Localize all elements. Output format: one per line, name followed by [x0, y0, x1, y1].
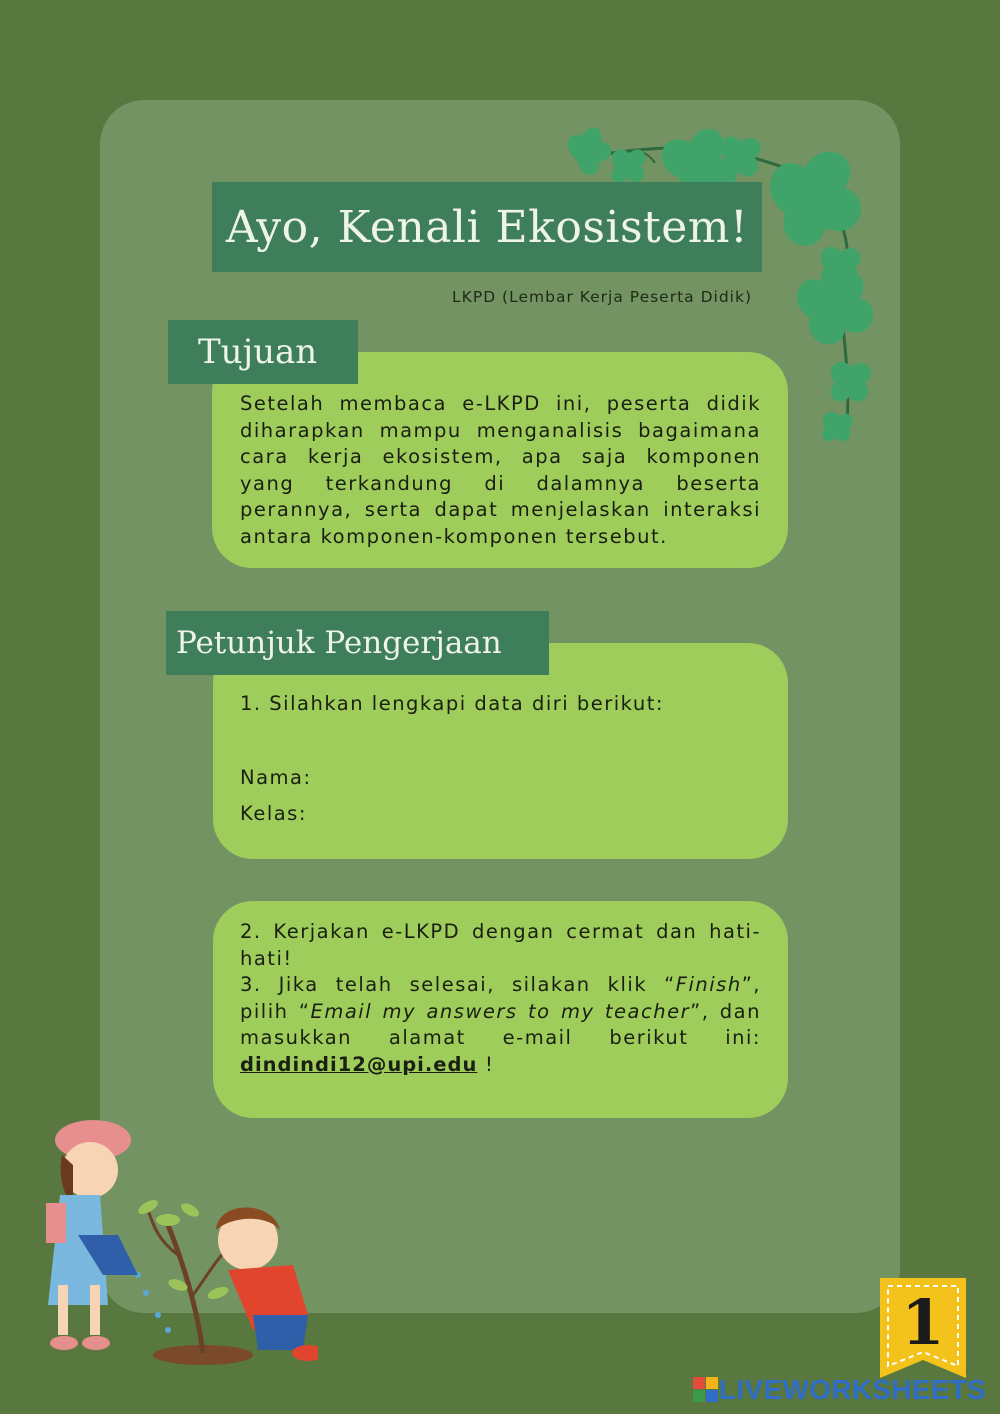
section-tag-petunjuk [166, 611, 549, 675]
teacher-email-link[interactable]: dindindi12@upi.edu [240, 1052, 478, 1076]
tujuan-label: Tujuan [198, 332, 318, 372]
kelas-field-label: Kelas: [240, 802, 307, 825]
step-3-part2: ”, pilih “ [240, 973, 761, 1023]
email-option-term: Email my answers to my teacher [310, 999, 691, 1023]
liveworksheets-brand[interactable] [693, 1374, 986, 1406]
liveworksheets-logo-icon [693, 1377, 719, 1403]
title-banner [212, 182, 762, 272]
step-3-part3: ”, dan masukkan alamat e-mail berikut ini: [240, 999, 761, 1049]
nama-field-label: Nama: [240, 765, 312, 789]
kids-planting-tree-illustration [18, 1115, 318, 1375]
instructions-bubble [213, 901, 788, 1118]
tujuan-bubble [212, 352, 788, 568]
section-tag-tujuan [168, 320, 358, 384]
step-3-part1: 3. Jika telah selesai, silakan klik “ [240, 973, 676, 996]
step-3-end: ! [477, 1052, 495, 1076]
subtitle: LKPD (Lembar Kerja Peserta Didik) [452, 288, 752, 306]
petunjuk-label: Petunjuk Pengerjaan [176, 625, 502, 661]
identity-bubble [213, 643, 788, 859]
tujuan-text: Setelah membaca e-LKPD ini, peserta didik diharapkan mampu menganalisis bagaimana cara kerja ekosistem, apa saja komponen yang terkandung di dalamnya beserta perannya, serta dapat menjelaskan interaksi antara komponen-komponen tersebut. [240, 392, 761, 548]
finish-term: Finish [675, 973, 742, 996]
page-number: 1 [901, 1286, 945, 1359]
step-2-text: 2. Kerjakan e-LKPD dengan cermat dan hati-hati! [240, 920, 761, 970]
page-title: Ayo, Kenali Ekosistem! [225, 201, 749, 253]
liveworksheets-wordmark: LIVEWORKSHEETS [719, 1374, 987, 1405]
step-1-text: 1. Silahkan lengkapi data diri berikut: [240, 692, 664, 715]
